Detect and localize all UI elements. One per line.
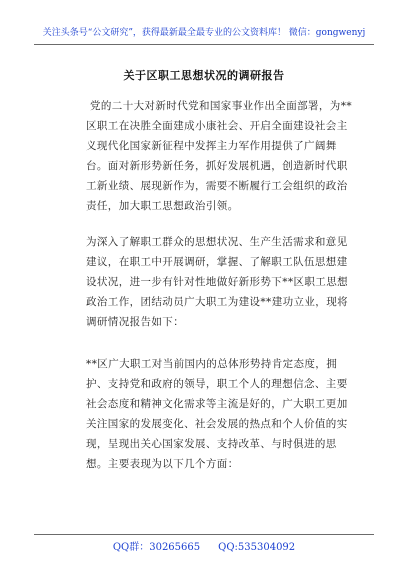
paragraph-2: 为深入了解职工群众的思想状况、生产生活需求和意见建议，在职工中开展调研，掌握、了解职工队伍思想建设状况，进一步有针对性地做好新形势下**区职工思想政治工作，团结动员广大职工为建设**建功立业，现将调研情况报告如下： <box>86 236 348 328</box>
paragraph-1: 党的二十大对新时代党和国家事业作出全面部署，为**区职工在决胜全面建成小康社会、开启全面建设社会主义现代化国家新征程中发挥主力军作用提供了广阔舞台。面对新形势新任务，抓好发展机遇，创造新时代职工新业绩、展现新作为，需要不断履行工会组织的政治责任，加大职工思想政治引领。 <box>86 100 352 212</box>
page-header <box>34 0 374 45</box>
footer-qq-group: QQ群：30265665 <box>112 542 201 553</box>
paragraph-3: **区广大职工对当前国内的总体形势持肯定态度，拥护、支持党和政府的领导，职工个人的理想信念、主要社会态度和精神文化需求等主流是好的，广大职工更加关注国家的发展变化、社会发展的热点和个人价值的实现，呈现出关心国家发展、支持改革、与时俱进的思想。主要表现为以下几个方面： <box>86 358 348 470</box>
footer-qq: QQ:535304092 <box>218 542 296 553</box>
page-footer <box>0 538 408 553</box>
header-promo-text: 关注头条号“公文研究”，获得最新最全最专业的公文资料库！ 微信：gongwenyj <box>42 28 366 38</box>
document-title: 关于区职工思想状况的调研报告 <box>123 69 285 82</box>
page-footer-rule <box>34 534 374 535</box>
